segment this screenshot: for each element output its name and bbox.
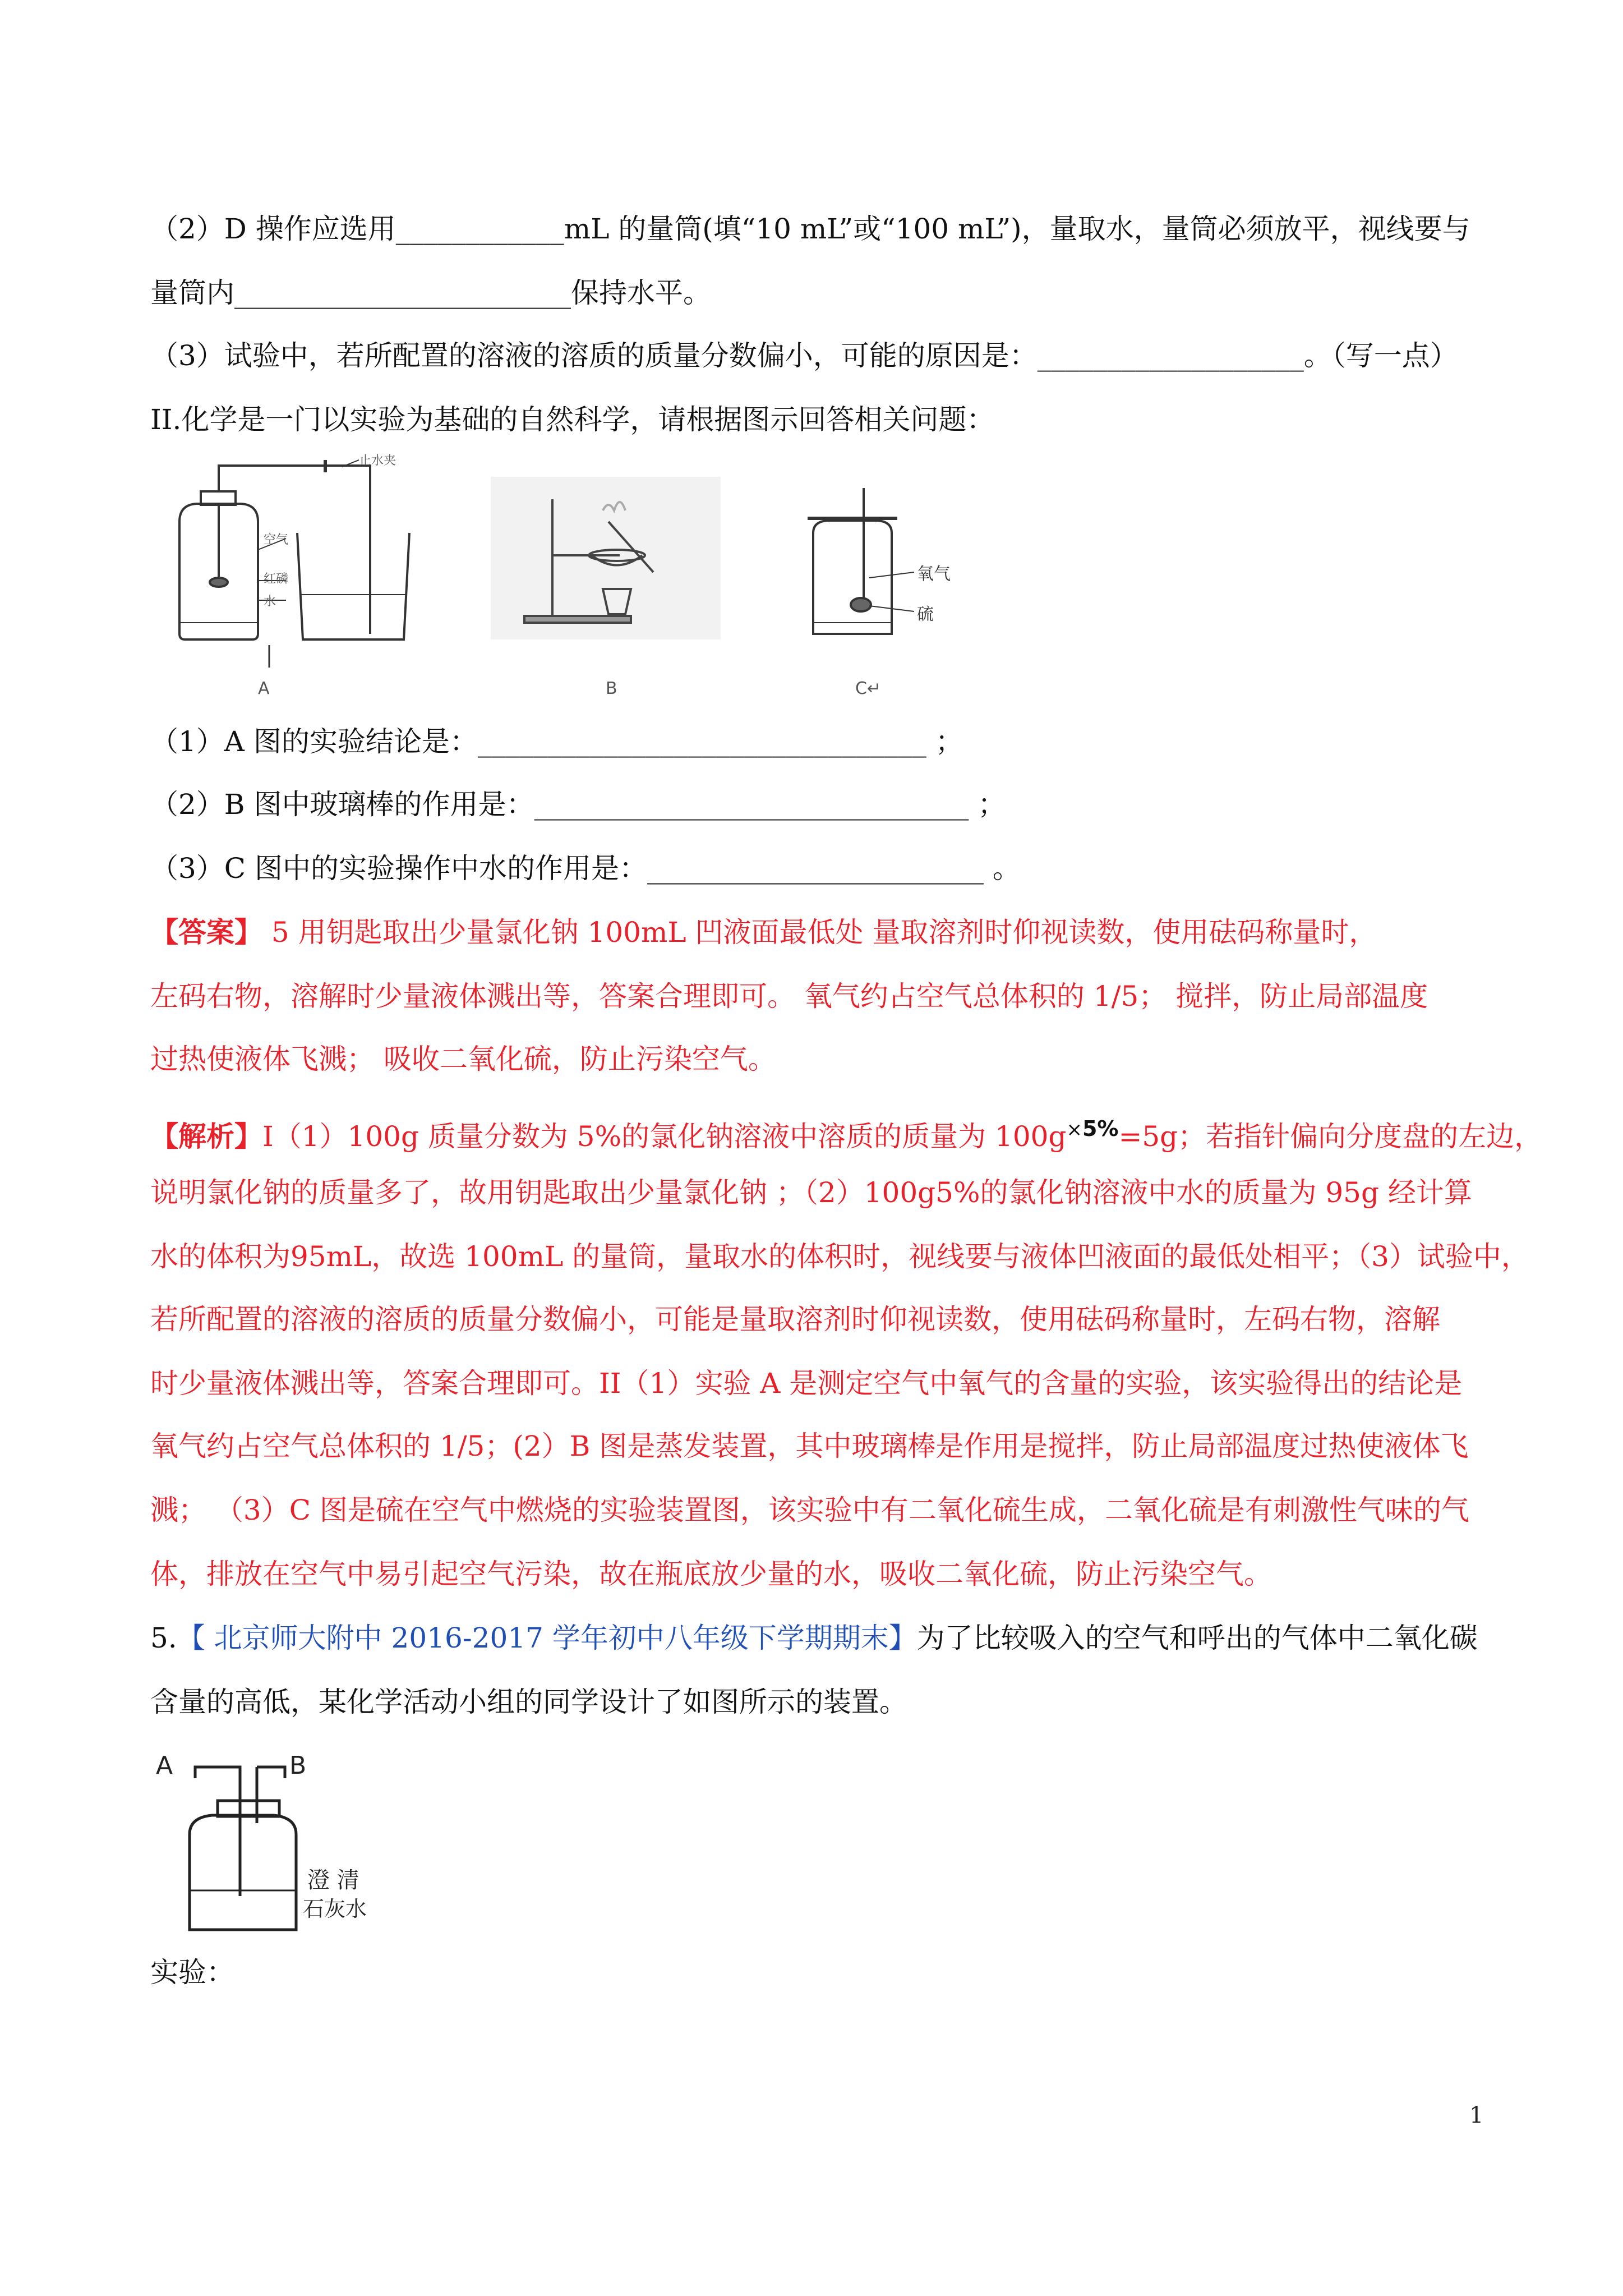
figure-a-label-phosphorus: 红磷 [264,572,289,586]
figure-b-evaporation-apparatus [491,477,721,639]
figure-q5-label-a: A [156,1751,173,1780]
figure-q5-limewater-apparatus [150,1751,408,1941]
analysis-line-5: 时少量液体溅出等，答案合理即可。II（1）实验 A 是测定空气中氧气的含量的实验，该实验得出的结论是 [150,1367,1463,1400]
question-5-experiment-label: 实验： [150,1956,234,1989]
answer-line-2: 左码右物，溶解时少量液体溅出等，答案合理即可。 氧气约占空气总体积的 1/5； 搅拌，防止局部温度 [150,980,1428,1013]
analysis-line-7: 溅； （3）C 图是硫在空气中燃烧的实验装置图，该实验中有二氧化硫生成，二氧化硫是有刺激性气味的气 [150,1494,1469,1526]
section-II-heading: II.化学是一门以实验为基础的自然科学，请根据图示回答相关问题： [150,403,995,436]
figure-a-oxygen-content-apparatus [157,454,494,668]
section-II-question-1: （1）A 图的实验结论是：________________________________ ； [150,725,963,758]
analysis-text-1a: I（1）100g 质量分数为 5%的氯化钠溶液中溶质的质量为 100g [262,1120,1067,1153]
analysis-line-4: 若所配置的溶液的溶质的质量分数偏小，可能是量取溶剂时仰视读数，使用砝码称量时，左码右物，溶解 [150,1303,1440,1336]
question-5-text-1: 为了比较吸入的空气和呼出的气体中二氧化碳 [916,1622,1478,1654]
figure-a-label-air: 空气 [264,533,289,547]
analysis-text-1b: =5g；若指针偏向分度盘的左边， [1118,1120,1543,1153]
figure-c-caption: C↵ [855,679,882,698]
question-5-line-2: 含量的高低，某化学活动小组的同学设计了如图所示的装置。 [150,1686,907,1718]
analysis-line-3: 水的体积为95mL，故选 100mL 的量筒，量取水的体积时，视线要与液体凹液面的最低处相平；（3）试验中， [150,1240,1529,1273]
analysis-percent-superscript: 5% [1082,1116,1119,1141]
analysis-line-8: 体，排放在空气中易引起空气污染，故在瓶底放少量的水，吸收二氧化硫，防止污染空气。 [150,1558,1272,1590]
section-II-question-3: （3）C 图中的实验操作中水的作用是：________________________ 。 [150,852,1021,885]
analysis-line-1 [150,1112,1543,1153]
analysis-line-6: 氧气约占空气总体积的 1/5；(2）B 图是蒸发装置，其中玻璃棒是作用是搅拌，防止局部温度过热使液体飞 [150,1430,1469,1462]
figure-a-caption: A [258,679,270,698]
figure-c-sulfur-combustion-apparatus [802,482,970,651]
question-4-part-3: （3）试验中，若所配置的溶液的溶质的质量分数偏小，可能的原因是：___________________。（写一点） [150,339,1458,372]
figure-a-label-clamp: 止水夹 [359,454,396,468]
analysis-line-2: 说明氯化钠的质量多了，故用钥匙取出少量氯化钠 ；（2）100g5%的氯化钠溶液中水的质量为 95g 经计算 [150,1176,1472,1209]
question-5-source: 【 北京师大附中 2016-2017 学年初中八年级下学期期末】 [177,1622,917,1654]
figure-c-label-oxygen: 氧气 [917,564,951,584]
answer-line-1 [150,915,1496,949]
figure-q5-label-clear: 澄 清 [307,1867,359,1893]
question-4-part-2-line-1: （2）D 操作应选用____________mL 的量筒(填“10 mL”或“100 mL”)，量取水，量筒必须放平，视线要与 [150,213,1470,245]
answer-tag: 【答案】 [150,915,262,949]
analysis-tag: 【解析】 [150,1120,262,1153]
question-5-line-1 [150,1621,1496,1655]
section-II-question-2: （2）B 图中玻璃棒的作用是：_______________________________ ； [150,788,1006,821]
figure-b-caption: B [606,679,617,698]
figure-q5-label-limewater: 石灰水 [303,1897,367,1921]
question-4-part-2-line-2: 量筒内________________________保持水平。 [150,277,711,309]
analysis-multiply-sign: × [1066,1119,1082,1141]
page-number: 1 [1469,2102,1484,2128]
question-5-number: 5. [150,1622,177,1654]
figure-q5-label-b: B [289,1751,307,1780]
figure-c-label-sulfur: 硫 [917,605,934,624]
answer-line-3: 过热使液体飞溅； 吸收二氧化硫，防止污染空气。 [150,1043,776,1075]
figure-a-label-water: 水 [264,595,276,609]
answer-text-1: 5 用钥匙取出少量氯化钠 100mL 凹液面最低处 量取溶剂时仰视读数，使用砝码称量时， [271,916,1377,949]
